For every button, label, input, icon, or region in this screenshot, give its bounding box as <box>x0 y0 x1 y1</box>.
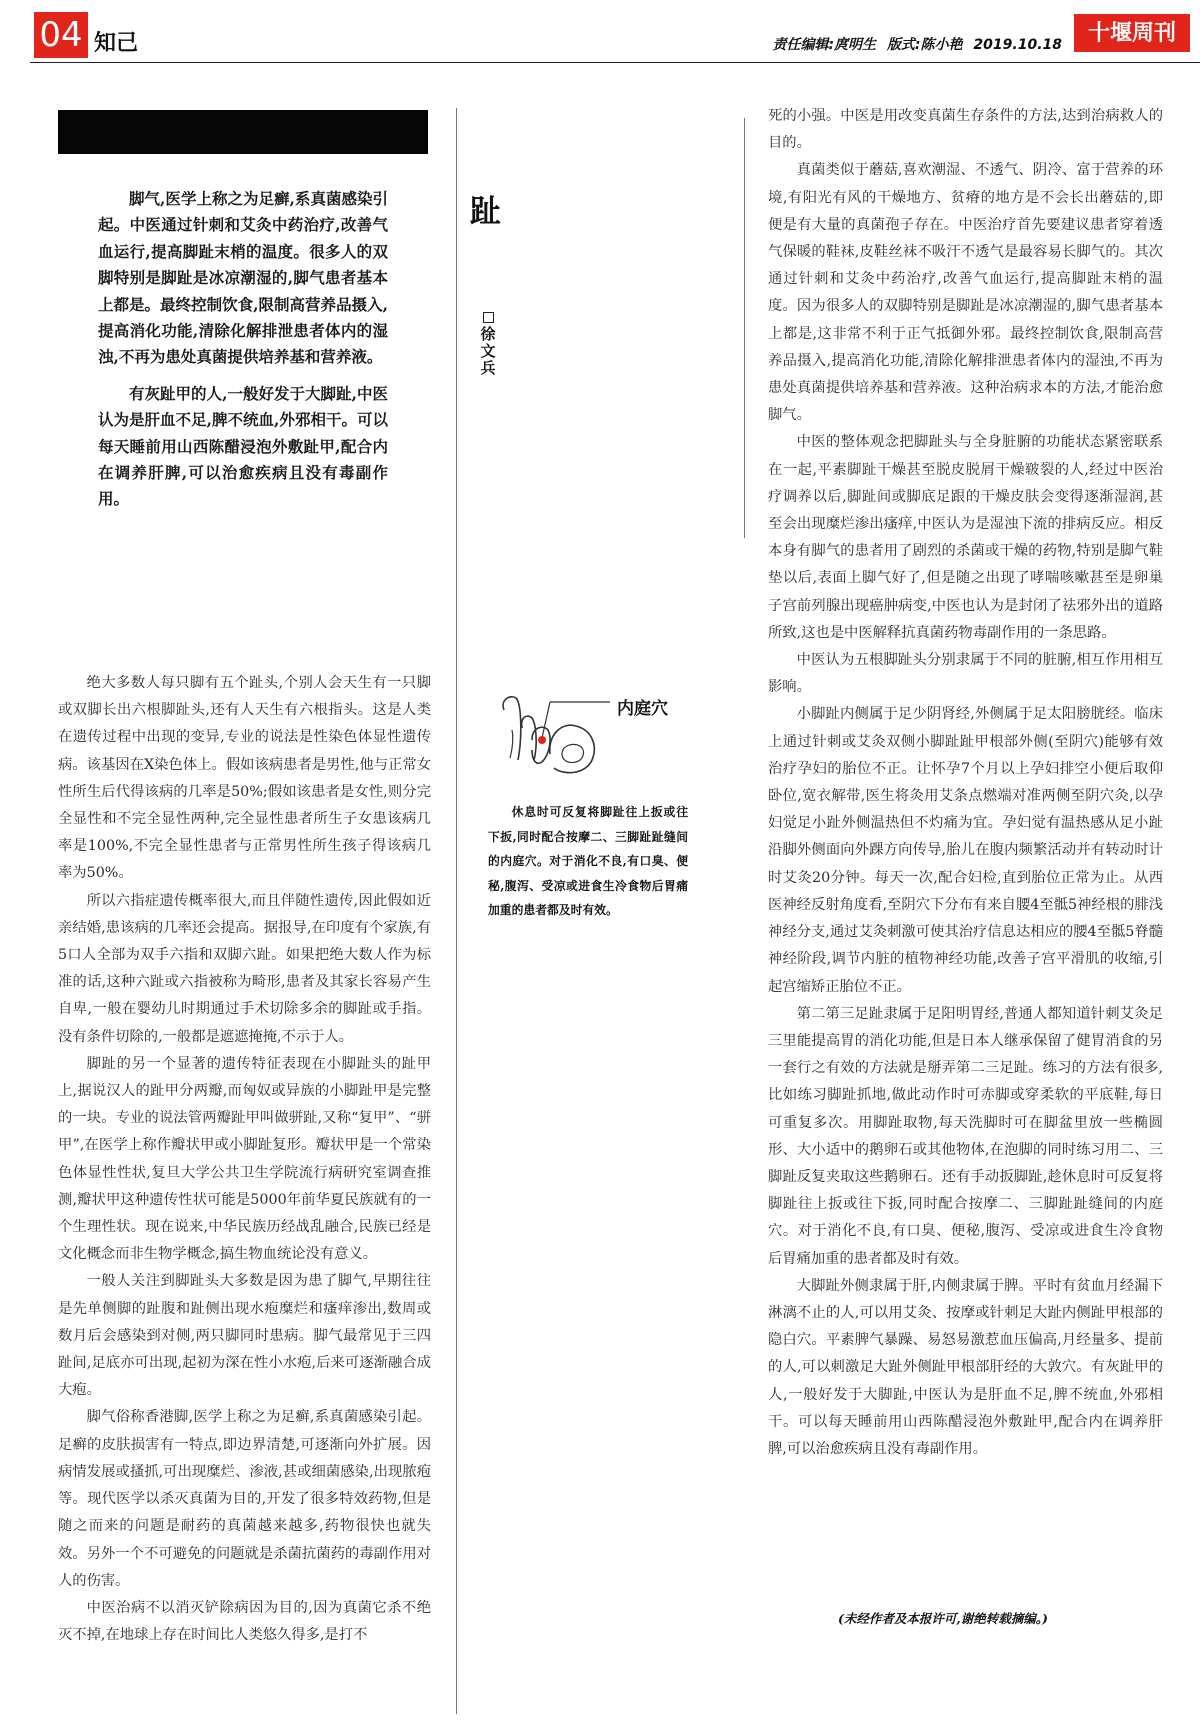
column-divider-right <box>744 118 745 538</box>
body-paragraph: 中医的整体观念把脚趾头与全身脏腑的功能状态紧密联系在一起,平素脚趾干燥甚至脱皮脱屑干燥皲裂的人,经过中医治疗调养以后,脚趾间或脚底足跟的干燥皮肤会变得逐渐湿润,甚至会出现糜烂渗出瘙痒,中医认为是湿浊下流的排病反应。相反本身有脚气的患者用了剧烈的杀菌或干燥的药物,特别是脚气鞋垫以后,表面上脚气好了,但是随之出现了哮喘咳嗽甚至是卵巢子宫前列腺出现癌肿病变,中医也认为是封闭了祛邪外出的道路所致,这也是中医解释抗真菌药物毒副作用的一条思路。 <box>768 434 1163 641</box>
section-name: 知己 <box>94 31 139 56</box>
title-bar <box>58 110 428 154</box>
body-paragraph: 所以六指症遗传概率很大,而且伴随性遗传,因此假如近亲结婚,患该病的几率还会提高。据报导,在印度有个家族,有5口人全部为双手六指和双脚六趾。如果把绝大数人作为标准的话,这种六趾或六指被称为畸形,患者及其家长容易产生自卑,一般在婴幼儿时期通过手术切除多余的脚趾或手指。没有条件切除的,一般都是遮遮掩掩,不示于人。 <box>58 892 431 1045</box>
body-paragraph: 第二第三足趾隶属于足阳明胃经,普通人都知道针刺艾灸足三里能提高胃的消化功能,但是日本人继承保留了健胃消食的另一套行之有效的方法就是掰弄第二三足趾。练习的方法有很多,比如练习脚趾抓地,做此动作时可赤脚或穿柔软的平底鞋,每日可重复多次。用脚趾取物,每天洗脚时可在脚盆里放一些椭圆形、大小适中的鹅卵石或其他物体,在泡脚的同时练习用二、三脚趾反复夹取这些鹅卵石。还有手动扳脚趾,趁休息时可反复将脚趾往上扳或往下扳,同时配合按摩二、三脚趾趾缝间的内庭穴。对于消化不良,有口臭、便秘,腹泻、受凉或进食生冷食物后胃痛加重的患者都及时有效。 <box>768 1005 1163 1267</box>
page-number: 04 <box>34 12 88 58</box>
acupoint-marker-icon <box>538 736 546 744</box>
body-paragraph: 大脚趾外侧隶属于肝,内侧隶属于脾。平时有贫血月经漏下淋漓不止的人,可以用艾灸、按摩或针刺足大趾内侧趾甲根部的隐白穴。平素脾气暴躁、易怒易激惹血压偏高,月经量多、提前的人,可以刺激足大趾外侧趾甲根部肝经的大敦穴。有灰趾甲的人,一般好发于大脚趾,中医认为是肝血不足,脾不统血,外邪相干。可以每天睡前用山西陈醋浸泡外敷趾甲,配合内在调养肝脾,可以治愈疾病且没有毒副作用。 <box>768 1277 1163 1457</box>
body-paragraph: 一般人关注到脚趾头大多数是因为患了脚气,早期往往是先单侧脚的趾腹和趾侧出现水疱糜烂和瘙痒渗出,数周或数月后会感染到对侧,两只脚同时患病。脚气最常见于三四趾间,足底亦可出现,起初为深在性小水疱,后来可逐渐融合成大疱。 <box>58 1273 431 1399</box>
lead-paragraph: 脚气,医学上称之为足癣,系真菌感染引起。中医通过针刺和艾灸中药治疗,改善气血运行,提高脚趾末梢的温度。很多人的双脚特别是脚趾是冰凉潮湿的,脚气患者基本上都是。最终控制饮食,限制高营养品摄入,提高消化功能,清除化解排泄患者体内的湿浊,不再为患处真菌提供培养基和营养液。 <box>98 189 388 367</box>
editor-name: 责任编辑:庹明生 <box>772 37 877 53</box>
figure-caption <box>488 800 688 923</box>
body-paragraph: 死的小强。中医是用改变真菌生存条件的方法,达到治病救人的目的。 <box>768 108 1163 152</box>
issue-date: 2019.10.18 <box>973 37 1062 53</box>
body-paragraph: 中医治病不以消灭铲除病因为目的,因为真菌它杀不绝灭不掉,在地球上存在时间比人类悠久得多,是打不 <box>58 1599 431 1644</box>
column-divider-left <box>456 108 457 1714</box>
figure-label: 内庭穴 <box>617 699 668 719</box>
byline-box-icon <box>483 312 494 323</box>
article-title: 趾 <box>470 194 501 230</box>
author-name: 徐文兵 <box>480 325 496 377</box>
caption-text: 休息时可反复将脚趾往上扳或往下扳,同时配合按摩二、三脚趾趾缝间的内庭穴。对于消化不良,有口臭、便秘,腹泻、受凉或进食生冷食物后胃痛加重的患者都及时有效。 <box>488 805 688 917</box>
body-paragraph: 脚趾的另一个显著的遗传特征表现在小脚趾头的趾甲上,据说汉人的趾甲分两瓣,而匈奴或异族的小脚趾甲是完整的一块。专业的说法管两瓣趾甲叫做骈趾,又称“复甲”、“骈甲”,在医学上称作瓣状甲或小脚趾复形。瓣状甲是一个常染色体显性性状,复旦大学公共卫生学院流行病研究室调查推测,瓣状甲这种遗传性状可能是5000年前华夏民族就有的一个生理性状。现在说来,中华民族历经战乱融合,民族已经是文化概念而非生物学概念,搞生物血统论没有意义。 <box>58 1055 431 1263</box>
body-paragraph: 小脚趾内侧属于足少阴肾经,外侧属于足太阳膀胱经。临床上通过针刺或艾灸双侧小脚趾趾甲根部外侧(至阴穴)能够有效治疗孕妇的胎位不正。让怀孕7个月以上孕妇排空小便后取仰卧位,宽衣解带,医生将灸用艾条点燃端对准两侧至阴穴灸,以孕妇觉足小趾外侧温热但不灼痛为宜。孕妇觉有温热感从足小趾沿脚外侧面向外踝方向传导,胎儿在腹内频繁活动并有转动时计时艾灸20分钟。每天一次,配合妇检,直到胎位正常为止。从西医神经反射角度看,至阴穴下分布有来自腰4至骶5神经根的腓浅神经分支,通过艾灸刺激可使其治疗信息达相应的腰4至骶5脊髓神经阶段,调节内脏的植物神经功能,改善子宫平滑肌的收缩,引起宫缩矫正胎位不正。 <box>768 706 1163 995</box>
body-paragraph: 中医认为五根脚趾头分别隶属于不同的脏腑,相互作用相互影响。 <box>768 652 1163 696</box>
body-column-left <box>58 670 431 1649</box>
lead-summary <box>98 186 388 513</box>
header-rule <box>30 62 1200 63</box>
byline <box>480 312 496 377</box>
body-paragraph: 绝大多数人每只脚有五个趾头,个别人会天生有一只脚或双脚长出六根脚趾头,还有人天生有六根指头。这是人类在遗传过程中出现的变异,专业的说法是性染色体显性遗传病。该基因在X染色体上。假如该病患者是男性,他与正常女性所生后代得该病的几率是50%;假如该患者是女性,则分完全显性和不完全显性两种,完全显性患者所生子女患该病几率是100%,不完全显性患者与正常男性所生孩子得该病几率为50%。 <box>58 675 431 882</box>
body-paragraph: 真菌类似于蘑菇,喜欢潮湿、不透气、阴冷、富于营养的环境,有阳光有风的干燥地方、贫瘠的地方是不会长出蘑菇的,即便是有大量的真菌孢子存在。中医治疗首先要建议患者穿着透气保暖的鞋袜,皮鞋丝袜不吸汗不透气是最容易长脚气的。其次通过针刺和艾灸中药治疗,改善气血运行,提高脚趾末梢的温度。因为很多人的双脚特别是脚趾是冰凉潮湿的,脚气患者基本上都是,这非常不利于正气抵御外邪。最终控制饮食,限制高营养品摄入,提高消化功能,清除化解排泄患者体内的湿浊,不再为患处真菌提供培养基和营养液。这种治病求本的方法,才能治愈脚气。 <box>768 162 1163 424</box>
copyright-note: (未经作者及本报许可,谢绝转载摘编。) <box>838 1611 1048 1626</box>
masthead-logo: 十堰周刊 <box>1074 14 1190 52</box>
layout-designer: 版式:陈小艳 <box>886 37 963 53</box>
lead-paragraph: 有灰趾甲的人,一般好发于大脚趾,中医认为是肝血不足,脾不统血,外邪相干。可以每天睡前用山西陈醋浸泡外敷趾甲,配合内在调养肝脾,可以治愈疾病且没有毒副作用。 <box>98 383 388 509</box>
editor-credits <box>766 34 1062 54</box>
body-column-right <box>768 103 1163 1463</box>
body-paragraph: 脚气俗称香港脚,医学上称之为足癣,系真菌感染引起。足癣的皮肤损害有一特点,即边界清楚,可逐渐向外扩展。因病情发展或搔抓,可出现糜烂、渗液,甚或细菌感染,出现脓疱等。现代医学以杀灭真菌为目的,开发了很多特效药物,但是随之而来的问题是耐药的真菌越来越多,药物很快也就失效。另外一个不可避免的问题就是杀菌抗菌药的毒副作用对人的伤害。 <box>58 1409 431 1589</box>
